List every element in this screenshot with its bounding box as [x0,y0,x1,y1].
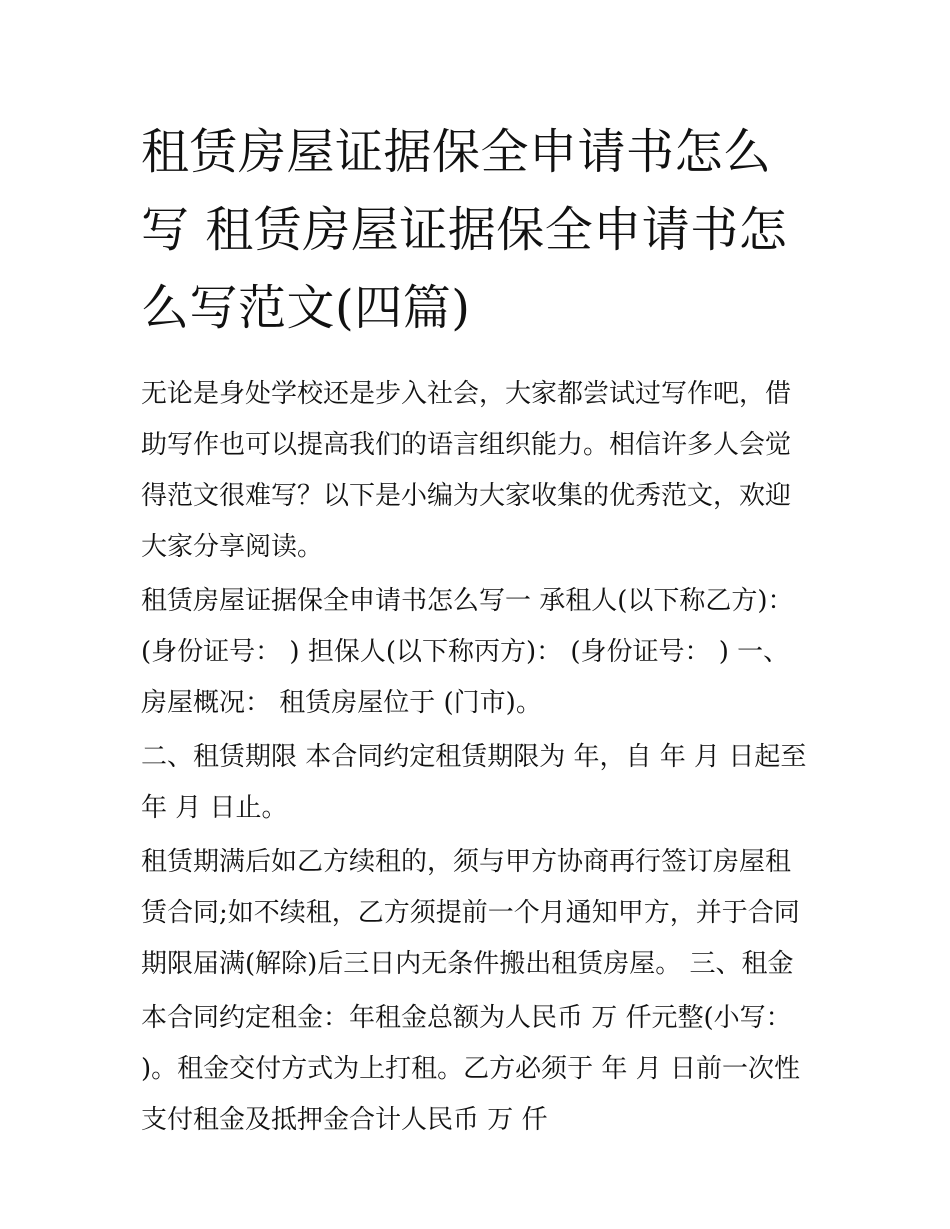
document-body [141,369,811,1146]
paragraph-rent: 本合同约定租金：年租金总额为人民币 万 仟元整(小写： )。租金交付方式为上打租。乙方必须于 年 月 日前一次性支付租金及抵押金合计人民币 万 仟 [141,1003,800,1135]
paragraph-lease-term: 二、租赁期限 本合同约定租赁期限为 年，自 年 月 日起至 年 月 日止。 [141,742,807,823]
document-title: 租赁房屋证据保全申请书怎么写 租赁房屋证据保全申请书怎么写范文(四篇) [141,124,788,336]
paragraph-renewal: 租赁期满后如乙方续租的，须与甲方协商再行签订房屋租赁合同;如不续租，乙方须提前一个月通知甲方，并于合同期限届满(解除)后三日内无条件搬出租赁房屋。 三、租金 [141,847,800,979]
document-content [141,113,811,1146]
paragraph-intro: 无论是身处学校还是步入社会，大家都尝试过写作吧，借助写作也可以提高我们的语言组织能力。相信许多人会觉得范文很难写？以下是小编为大家收集的优秀范文，欢迎大家分享阅读。 [141,379,792,562]
paragraph-parties: 租赁房屋证据保全申请书怎么写一 承租人(以下称乙方)： (身份证号： ) 担保人(以下称丙方)： (身份证号： ) 一、房屋概况： 租赁房屋位于 (门市)。 [141,586,794,718]
